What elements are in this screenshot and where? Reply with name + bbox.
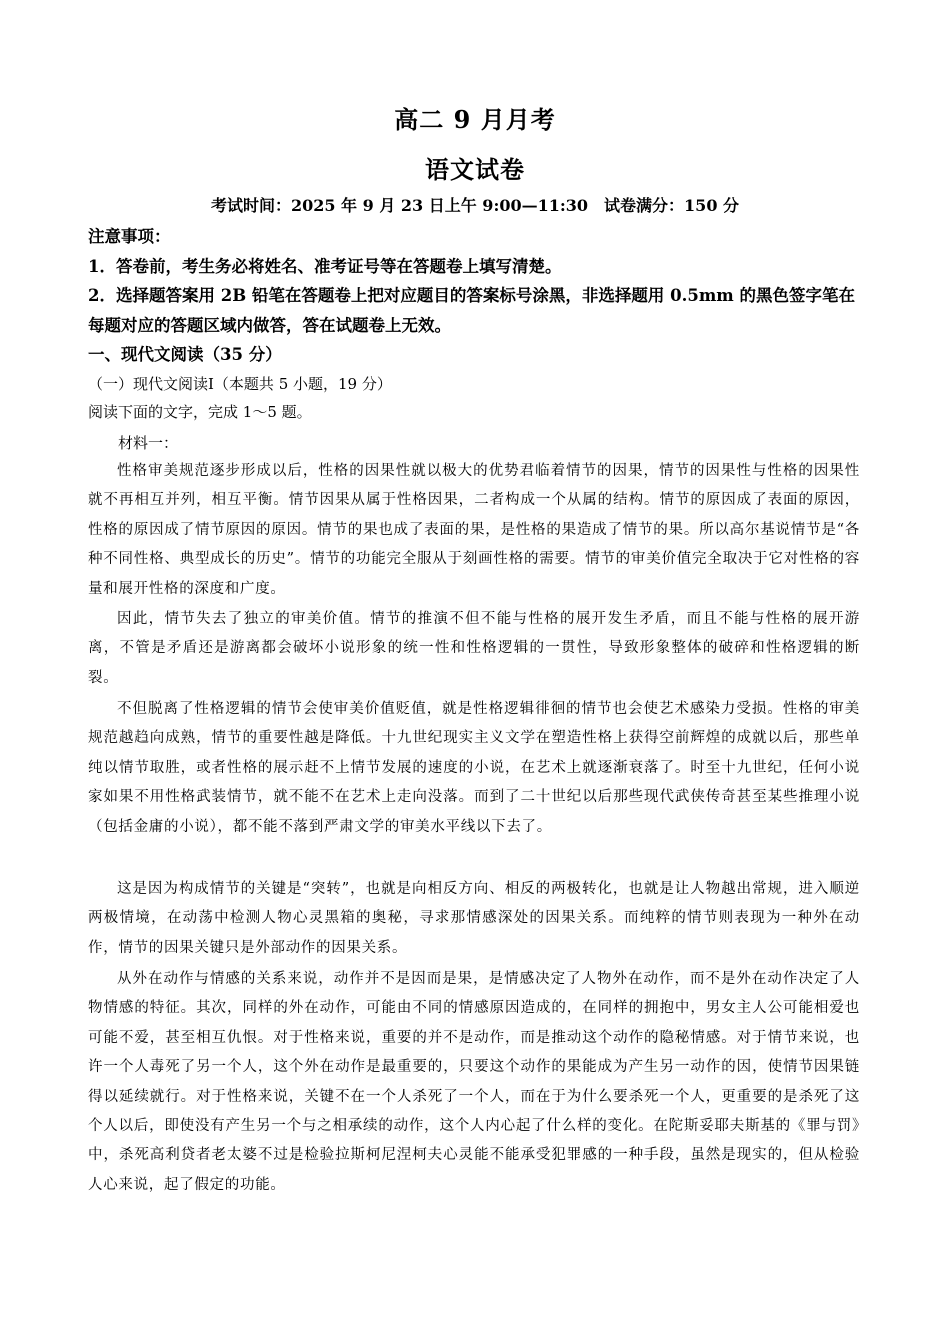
subsection-heading: （一）现代文阅读Ⅰ（本题共 5 小题，19 分） bbox=[88, 375, 392, 393]
paragraph-text: 性格审美规范逐步形成以后，性格的因果性就以极大的优势君临着情节的因果，情节的因果性与性格的因果性就不再相互并列，相互平衡。情节因果从属于性格因果，二者构成一个从属的结构。情节的原因成了表面的原因，性格的原因成了情节原因的原因。情节的果也成了表面的果，是性格的果造成了情节的果。所以高尔基说情节是“各种不同性格、典型成长的历史”。情节的功能完全服从于刻画性格的需要。情节的审美价值完全取决于它对性格的容量和展开性格的深度和广度。 bbox=[88, 463, 860, 597]
notice-item-2: 2．选择题答案用 2B 铅笔在答题卷上把对应题目的答案标号涂黑，非选择题用 0.5mm 的黑色签字笔在每题对应的答题区域内做答，答在试题卷上无效。 bbox=[88, 286, 856, 335]
passage-paragraph-1 bbox=[88, 457, 860, 604]
notice-item-1: 1．答卷前，考生务必将姓名、准考证号等在答题卷上填写清楚。 bbox=[88, 257, 562, 276]
passage-paragraph-4 bbox=[88, 875, 860, 963]
material-label: 材料一： bbox=[118, 434, 179, 452]
paragraph-text: 这是因为构成情节的关键是“突转”，也就是向相反方向、相反的两极转化，也就是让人物越出常规，进入顺逆两极情境，在动荡中检测人物心灵黑箱的奥秘，寻求那情感深处的因果关系。而纯粹的情节则表现为一种外在动作，情节的因果关键只是外部动作的因果关系。 bbox=[88, 881, 860, 956]
paragraph-text: 不但脱离了性格逻辑的情节会使审美价值贬值，就是性格逻辑徘徊的情节也会使艺术感染力受损。性格的审美规范越趋向成熟，情节的重要性越是降低。十九世纪现实主义文学在塑造性格上获得空前辉煌的成就以后，那些单纯以情节取胜，或者性格的展示赶不上情节发展的速度的小说，在艺术上就逐渐衰落了。时至十九世纪，任何小说家如果不用性格武装情节，就不能不在艺术上走向没落。而到了二十世纪以后那些现代武侠传奇甚至某些推理小说（包括金庸的小说），都不能不落到严肃文学的审美水平线以下去了。 bbox=[88, 701, 860, 835]
notice-heading: 注意事项： bbox=[88, 227, 171, 246]
exam-title: 高二 9 月月考 bbox=[394, 105, 556, 134]
paragraph-text: 因此，情节失去了独立的审美价值。情节的推演不但不能与性格的展开发生矛盾，而且不能与性格的展开游离，不管是矛盾还是游离都会破坏小说形象的统一性和性格逻辑的一贯性，导致形象整体的破碎和性格逻辑的断裂。 bbox=[88, 611, 860, 686]
section-heading: 一、现代文阅读（35 分） bbox=[88, 345, 282, 364]
passage-paragraph-3 bbox=[88, 695, 860, 842]
paragraph-text: 从外在动作与情感的关系来说，动作并不是因而是果，是情感决定了人物外在动作，而不是外在动作决定了人物情感的特征。其次，同样的外在动作，可能由不同的情感原因造成的，在同样的拥抱中，男女主人公可能相爱也可能不爱，甚至相互仇恨。对于性格来说，重要的并不是动作，而是推动这个动作的隐秘情感。对于情节来说，也许一个人毒死了另一个人，这个外在动作是最重要的，只要这个动作的果能成为产生另一动作的因，使情节因果链得以延续就行。对于性格来说，关键不在一个人杀死了一个人，而在于为什么要杀死一个人，更重要的是杀死了这个人以后，即使没有产生另一个与之相承续的动作，这个人内心起了什么样的变化。在陀斯妥耶夫斯基的《罪与罚》中，杀死高利贷者老太婆不过是检验拉斯柯尼涅柯夫心灵能不能承受犯罪感的一种手段，虽然是现实的，但从检验人心来说，起了假定的功能。 bbox=[88, 971, 860, 1193]
passage-paragraph-5 bbox=[88, 965, 860, 1200]
exam-info: 考试时间：2025 年 9 月 23 日上午 9:00—11:30 试卷满分：150 分 bbox=[210, 196, 740, 215]
exam-subject-title: 语文试卷 bbox=[425, 155, 525, 184]
reading-instruction: 阅读下面的文字，完成 1～5 题。 bbox=[88, 403, 312, 421]
passage-paragraph-2 bbox=[88, 605, 860, 693]
